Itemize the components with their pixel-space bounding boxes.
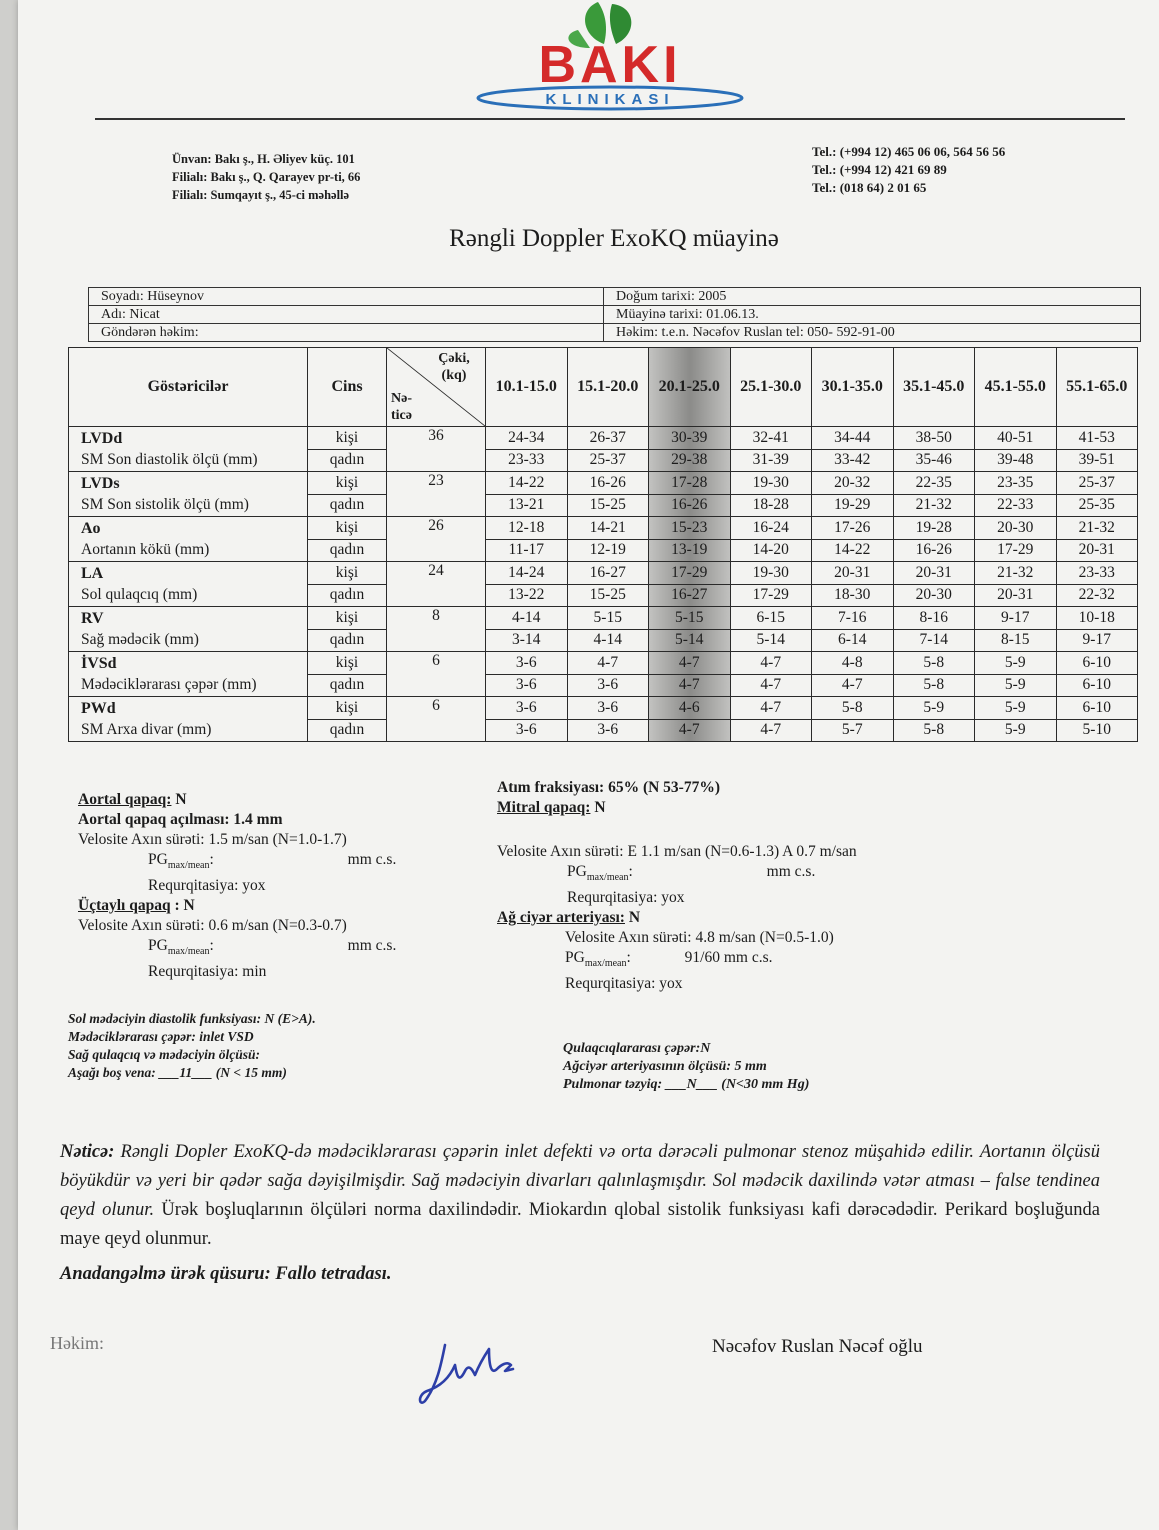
pulmonary-artery-value: N [628, 909, 641, 927]
norm-cell: 5-8 [893, 652, 975, 675]
atrial-septum: Qulaqcıqlararası çəpər:N [563, 1041, 711, 1056]
clinic-subtitle: KLINIKASI [545, 91, 675, 108]
norm-cell: 6-10 [1056, 697, 1138, 720]
norm-cell: 4-7 [567, 652, 649, 675]
norm-cell: 20-30 [975, 517, 1057, 540]
norm-cell: 39-51 [1056, 449, 1138, 472]
norm-cell: 14-20 [730, 539, 812, 562]
aortic-regurg: Requrqitasiya: yox [148, 877, 266, 895]
table-row [69, 472, 1138, 495]
norm-cell: 21-32 [975, 562, 1057, 585]
result-cell: 36 [387, 427, 486, 472]
norm-cell: 16-26 [893, 539, 975, 562]
table-row [69, 697, 1138, 720]
table-row [69, 427, 1138, 450]
norm-cell: 4-7 [730, 652, 812, 675]
norm-cell: 23-33 [1056, 562, 1138, 585]
norm-cell: 20-31 [1056, 539, 1138, 562]
mitral-label: Mitral qapaq: [497, 799, 591, 816]
norm-cell: 20-32 [812, 472, 894, 495]
norm-cell: 18-30 [812, 584, 894, 607]
header-weight-result [387, 348, 486, 427]
address-line: Filialı: Bakı ş., Q. Qarayev pr-ti, 66 [172, 170, 361, 184]
norm-cell: 3-6 [486, 697, 568, 720]
norm-cell: 3-6 [486, 719, 568, 742]
pulmonary-artery-label: Ağ ciyər arteriyası: [497, 909, 625, 927]
mitral-velocity: Velosite Axın sürəti: E 1.1 m/san (N=0.6-1.3) A 0.7 m/san [497, 843, 857, 860]
norm-cell: 20-31 [812, 562, 894, 585]
norms-body [69, 427, 1138, 742]
ejection-fraction: Atım fraksiyası: 65% (N 53-77%) [497, 779, 721, 796]
norm-cell: 17-29 [730, 584, 812, 607]
norm-cell: 25-37 [567, 449, 649, 472]
norm-cell: 4-14 [567, 629, 649, 652]
norm-cell: 39-48 [975, 449, 1057, 472]
mitral-regurg: Requrqitasiya: yox [567, 889, 685, 907]
header-range: 45.1-55.0 [975, 348, 1057, 427]
parameter-desc: Sağ mədəcik (mm) [81, 631, 199, 648]
parameter-cell [69, 562, 308, 607]
norm-cell: 10-18 [1056, 607, 1138, 630]
norm-cell: 26-37 [567, 427, 649, 450]
norm-cell: 23-33 [486, 449, 568, 472]
sex-cell: kişi [308, 652, 387, 675]
norm-cell: 21-32 [893, 494, 975, 517]
mitral-pg: mm c.s. [766, 863, 816, 880]
sex-cell: qadın [308, 449, 387, 472]
norm-cell: 8-15 [975, 629, 1057, 652]
norm-cell: 23-35 [975, 472, 1057, 495]
referring-doctor: Göndərən həkim: [89, 324, 604, 342]
norm-cell: 5-7 [812, 719, 894, 742]
norm-cell: 29-38 [649, 449, 731, 472]
exam-date: Müayinə tarixi: 01.06.13. [604, 306, 1141, 324]
norm-cell: 3-6 [486, 674, 568, 697]
pulmonary-pg: 91/60 mm c.s. [684, 949, 773, 967]
sex-cell: qadın [308, 719, 387, 742]
parameter-cell [69, 472, 308, 517]
mitral-value: N [594, 799, 606, 816]
norm-cell: 15-25 [567, 584, 649, 607]
norm-cell: 25-37 [1056, 472, 1138, 495]
conclusion [60, 1138, 1100, 1289]
right-findings: Atım fraksiyası: 65% (N 53-77%) Mitral qapaq: N Velosite Axın sürəti: E 1.1 m/san (N=0.6-1.3) A 0.7 m/san $PG_{max/mean}$: mm c.s. Requrqitasiya: yox Ağ ciyər arteriyası: N Velosite Axın sürəti: 4.8 m/san (N=0.5-1.0) $PG_{max/mean}$: 91/60 mm c.s. Requrqitasiya: yox [497, 778, 1137, 994]
sex-cell: qadın [308, 539, 387, 562]
norm-cell: 4-7 [812, 674, 894, 697]
parameter-cell [69, 652, 308, 697]
parameter-code: LA [81, 565, 104, 582]
norm-cell: 5-14 [649, 629, 731, 652]
sex-cell: qadın [308, 584, 387, 607]
address-line: Ünvan: Bakı ş., H. Əliyev küç. 101 [172, 152, 355, 166]
norm-cell: 5-10 [1056, 719, 1138, 742]
conclusion-italic: Rəngli Dopler ExoKQ-də mədəciklərarası çəpərin inlet defekti və orta dərəcəli pulmonar stenoz müşahidə edilir. Aortanın ölçüsü böyükdür və yeri bir qədər sağa dəyişilmişdir. Sağ mədəciyin divarları qalınlaşmışdır. Sol mədəcik daxilində vətər atması – false tendinea qeyd olunur. [60, 1142, 1100, 1220]
header-indicators: Göstəricilər [69, 348, 308, 427]
norm-cell: 17-26 [812, 517, 894, 540]
table-row [69, 562, 1138, 585]
sex-cell: qadın [308, 494, 387, 517]
doctor-label: Həkim: [50, 1333, 104, 1353]
sex-cell: kişi [308, 697, 387, 720]
norm-cell: 16-24 [730, 517, 812, 540]
norm-cell: 4-7 [649, 652, 731, 675]
conclusion-normal: Ürək boşluqlarının ölçüləri norma daxilindədir. Miokardın qlobal sistolik funksiyası kafi dərəcədədir. Perikard boşluğunda maye qeyd olunmur. [60, 1200, 1100, 1249]
result-cell: 6 [387, 697, 486, 742]
patient-surname: Soyadı: Hüseynov [89, 288, 604, 306]
norm-cell: 3-6 [567, 697, 649, 720]
norm-cell: 4-7 [730, 719, 812, 742]
norm-cell: 16-27 [649, 584, 731, 607]
right-heart: Sağ qulaqcıq və mədəciyin ölçüsü: [68, 1047, 260, 1062]
header-range: 20.1-25.0 [649, 348, 731, 427]
norm-cell: 40-51 [975, 427, 1057, 450]
norm-cell: 34-44 [812, 427, 894, 450]
norm-cell: 13-22 [486, 584, 568, 607]
patient-name: Adı: Nicat [89, 306, 604, 324]
header-weight: Çəki, (kq) [438, 351, 470, 383]
aortic-velocity: Velosite Axın sürəti: 1.5 m/san (N=1.0-1.7) [78, 831, 347, 848]
norm-cell: 5-8 [812, 697, 894, 720]
norm-cell: 19-28 [893, 517, 975, 540]
tricuspid-label: Üçtaylı qapaq [78, 897, 171, 915]
norm-cell: 20-31 [893, 562, 975, 585]
pulmonary-pressure: Pulmonar təzyiq: ___N___ (N<30 mm Hg) [563, 1077, 810, 1092]
norm-cell: 5-9 [975, 652, 1057, 675]
parameter-desc: SM Son sistolik ölçü (mm) [81, 496, 249, 513]
aortic-valve-label: Aortal qapaq: [78, 791, 172, 808]
norm-cell: 35-46 [893, 449, 975, 472]
norm-cell: 7-16 [812, 607, 894, 630]
norm-cell: 5-8 [893, 719, 975, 742]
norm-cell: 25-35 [1056, 494, 1138, 517]
parameter-desc: SM Arxa divar (mm) [81, 721, 212, 738]
norm-cell: 9-17 [1056, 629, 1138, 652]
norm-cell: 17-29 [649, 562, 731, 585]
norm-cell: 30-39 [649, 427, 731, 450]
norm-cell: 4-7 [649, 674, 731, 697]
norm-cell: 9-17 [975, 607, 1057, 630]
norm-cell: 22-33 [975, 494, 1057, 517]
norm-cell: 5-9 [975, 697, 1057, 720]
parameter-cell [69, 697, 308, 742]
parameter-cell [69, 517, 308, 562]
sex-cell: kişi [308, 607, 387, 630]
norm-cell: 17-29 [975, 539, 1057, 562]
parameter-desc: Mədəciklərarası çəpər (mm) [81, 676, 257, 693]
norm-cell: 19-29 [812, 494, 894, 517]
norm-cell: 31-39 [730, 449, 812, 472]
norm-cell: 15-25 [567, 494, 649, 517]
phone-line: Tel.: (018 64) 2 01 65 [812, 180, 927, 195]
parameter-code: PWd [81, 700, 116, 717]
norm-cell: 5-9 [975, 719, 1057, 742]
parameter-code: RV [81, 610, 104, 627]
header-rule [95, 118, 1125, 120]
norm-cell: 38-50 [893, 427, 975, 450]
result-cell: 23 [387, 472, 486, 517]
norm-cell: 4-7 [730, 697, 812, 720]
norm-cell: 3-6 [486, 652, 568, 675]
norm-cell: 22-35 [893, 472, 975, 495]
result-cell: 24 [387, 562, 486, 607]
lower-right-findings [563, 1040, 1103, 1094]
norm-cell: 6-10 [1056, 652, 1138, 675]
norm-cell: 41-53 [1056, 427, 1138, 450]
norm-cell: 3-14 [486, 629, 568, 652]
norm-cell: 5-9 [975, 674, 1057, 697]
aortic-pg: mm c.s. [347, 851, 397, 868]
diagnosis: Anadangəlmə ürək qüsuru: Fallo tetradası. [60, 1264, 392, 1284]
sex-cell: kişi [308, 517, 387, 540]
norm-cell: 14-24 [486, 562, 568, 585]
header-range: 10.1-15.0 [486, 348, 568, 427]
norm-cell: 3-6 [567, 719, 649, 742]
table-row [69, 517, 1138, 540]
tricuspid-regurg: Requrqitasiya: min [148, 963, 267, 981]
address-block [172, 150, 360, 204]
norm-cell: 18-28 [730, 494, 812, 517]
header-sex: Cins [308, 348, 387, 427]
address-line: Filialı: Sumqayıt ş., 45-ci məhəllə [172, 188, 350, 202]
tricuspid-velocity: Velosite Axın sürəti: 0.6 m/san (N=0.3-0.7) [78, 917, 347, 935]
parameter-desc: SM Son diastolik ölçü (mm) [81, 451, 258, 468]
result-cell: 26 [387, 517, 486, 562]
header-range: 25.1-30.0 [730, 348, 812, 427]
examining-doctor: Həkim: t.e.n. Nəcəfov Ruslan tel: 050- 592-91-00 [604, 324, 1141, 342]
norm-cell: 3-6 [567, 674, 649, 697]
norm-cell: 11-17 [486, 539, 568, 562]
norm-cell: 5-9 [893, 697, 975, 720]
norm-cell: 32-41 [730, 427, 812, 450]
pulmonary-artery-size: Ağciyər arteriyasının ölçüsü: 5 mm [563, 1059, 767, 1074]
norm-cell: 6-14 [812, 629, 894, 652]
norm-cell: 19-30 [730, 562, 812, 585]
sex-cell: kişi [308, 472, 387, 495]
patient-birth: Doğum tarixi: 2005 [604, 288, 1141, 306]
parameter-desc: Aortanın kökü (mm) [81, 541, 210, 558]
clinic-logo [470, 0, 750, 115]
norm-cell: 5-14 [730, 629, 812, 652]
header-range: 30.1-35.0 [812, 348, 894, 427]
table-row [69, 607, 1138, 630]
conclusion-label: Nəticə: [60, 1142, 115, 1162]
parameter-code: LVDd [81, 430, 123, 447]
sex-cell: qadın [308, 629, 387, 652]
lv-diastolic: Sol mədəciyin diastolik funksiyası: N (E>A). [68, 1011, 316, 1026]
parameter-cell [69, 427, 308, 472]
parameter-code: İVSd [81, 655, 117, 672]
norm-cell: 14-22 [486, 472, 568, 495]
doctor-signature [415, 1335, 525, 1407]
norm-cell: 12-18 [486, 517, 568, 540]
phone-line: Tel.: (+994 12) 465 06 06, 564 56 56 [812, 144, 1006, 159]
parameter-code: Ao [81, 520, 101, 537]
parameter-code: LVDs [81, 475, 120, 492]
norm-cell: 5-15 [567, 607, 649, 630]
norms-table [68, 347, 1138, 742]
norm-cell: 19-30 [730, 472, 812, 495]
phone-line: Tel.: (+994 12) 421 69 89 [812, 162, 947, 177]
aortic-valve-value: N [175, 791, 187, 808]
norm-cell: 4-8 [812, 652, 894, 675]
norm-cell: 6-10 [1056, 674, 1138, 697]
norm-cell: 4-6 [649, 697, 731, 720]
norm-cell: 16-27 [567, 562, 649, 585]
sex-cell: kişi [308, 562, 387, 585]
lower-left-findings [68, 1010, 488, 1082]
pulmonary-velocity: Velosite Axın sürəti: 4.8 m/san (N=0.5-1.0) [565, 929, 834, 947]
pulmonary-regurg: Requrqitasiya: yox [565, 975, 683, 993]
norm-cell: 24-34 [486, 427, 568, 450]
aortic-opening: Aortal qapaq açılması: 1.4 mm [78, 811, 283, 828]
norm-cell: 15-23 [649, 517, 731, 540]
norm-cell: 14-22 [812, 539, 894, 562]
ivc: Aşağı boş vena: ___11___ (N < 15 mm) [68, 1065, 287, 1080]
phone-block [812, 143, 1005, 197]
norm-cell: 4-7 [730, 674, 812, 697]
result-cell: 6 [387, 652, 486, 697]
norm-cell: 4-14 [486, 607, 568, 630]
report-title: Rəngli Doppler ExoKQ müayinə [449, 225, 779, 252]
norm-cell: 4-7 [649, 719, 731, 742]
result-cell: 8 [387, 607, 486, 652]
norm-cell: 13-19 [649, 539, 731, 562]
parameter-cell [69, 607, 308, 652]
norm-cell: 5-15 [649, 607, 731, 630]
left-findings: Aortal qapaq: N Aortal qapaq açılması: 1.4 mm Velosite Axın sürəti: 1.5 m/san (N=1.0-1.7) $PG_{max/mean}$: mm c.s. Requrqitasiya: yox Üçtaylı qapaq : N Velosite Axın sürəti: 0.6 m/san (N=0.3-0.7) $PG_{max/mean}$: mm c.s. Requrqitasiya: min [78, 790, 518, 982]
doctor-name: Nəcəfov Ruslan Nəcəf oğlu [712, 1336, 923, 1357]
norm-cell: 14-21 [567, 517, 649, 540]
norm-cell: 17-28 [649, 472, 731, 495]
norm-cell: 8-16 [893, 607, 975, 630]
septum: Mədəciklərarası çəpər: inlet VSD [68, 1029, 254, 1044]
clinic-name: BAKI [538, 36, 682, 94]
norm-cell: 16-26 [567, 472, 649, 495]
parameter-desc: Sol qulaqcıq (mm) [81, 586, 198, 603]
norm-cell: 20-31 [975, 584, 1057, 607]
header-result: Nə-ticə [391, 391, 412, 423]
norm-cell: 12-19 [567, 539, 649, 562]
norm-cell: 13-21 [486, 494, 568, 517]
norm-cell: 7-14 [893, 629, 975, 652]
norm-cell: 6-15 [730, 607, 812, 630]
norm-cell: 20-30 [893, 584, 975, 607]
table-row [69, 652, 1138, 675]
norm-cell: 22-32 [1056, 584, 1138, 607]
sex-cell: qadın [308, 674, 387, 697]
norm-cell: 16-26 [649, 494, 731, 517]
norm-cell: 33-42 [812, 449, 894, 472]
header-range: 15.1-20.0 [567, 348, 649, 427]
tricuspid-value: : N [174, 897, 195, 915]
tricuspid-pg: mm c.s. [347, 937, 397, 955]
norm-cell: 21-32 [1056, 517, 1138, 540]
norm-cell: 5-8 [893, 674, 975, 697]
header-range: 55.1-65.0 [1056, 348, 1138, 427]
header-range: 35.1-45.0 [893, 348, 975, 427]
patient-info-table [88, 287, 1141, 342]
sex-cell: kişi [308, 427, 387, 450]
